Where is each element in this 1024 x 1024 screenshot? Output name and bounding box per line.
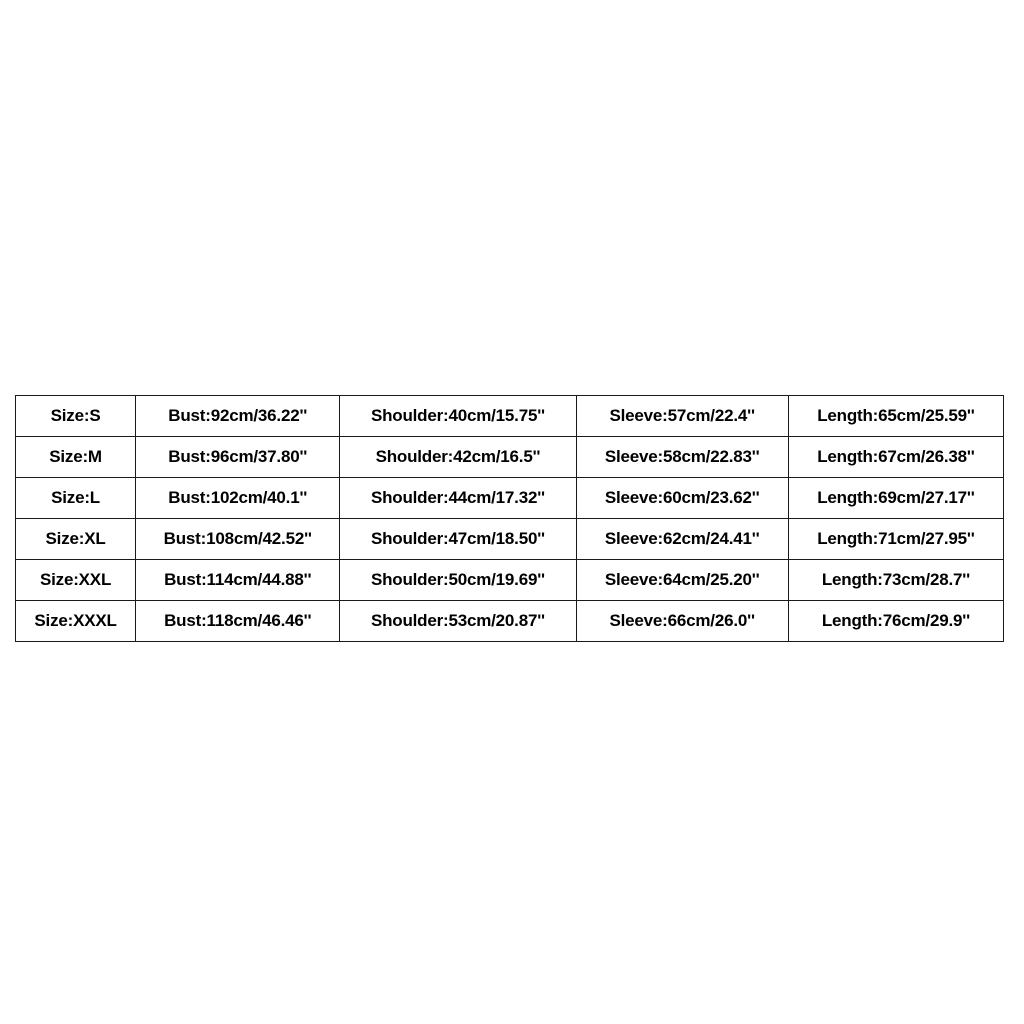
bust-cell: Bust:102cm/40.1'' <box>136 478 340 519</box>
length-cell: Length:65cm/25.59'' <box>788 396 1003 437</box>
sleeve-cell: Sleeve:58cm/22.83'' <box>576 437 788 478</box>
length-cell: Length:67cm/26.38'' <box>788 437 1003 478</box>
length-cell: Length:76cm/29.9'' <box>788 601 1003 642</box>
table-row <box>16 601 1004 642</box>
sleeve-cell: Sleeve:64cm/25.20'' <box>576 560 788 601</box>
table-row <box>16 519 1004 560</box>
shoulder-cell: Shoulder:40cm/15.75'' <box>340 396 576 437</box>
length-cell: Length:71cm/27.95'' <box>788 519 1003 560</box>
shoulder-cell: Shoulder:44cm/17.32'' <box>340 478 576 519</box>
table-row <box>16 437 1004 478</box>
size-cell: Size:S <box>16 396 136 437</box>
bust-cell: Bust:114cm/44.88'' <box>136 560 340 601</box>
bust-cell: Bust:118cm/46.46'' <box>136 601 340 642</box>
shoulder-cell: Shoulder:42cm/16.5'' <box>340 437 576 478</box>
size-cell: Size:XXXL <box>16 601 136 642</box>
table-row <box>16 478 1004 519</box>
bust-cell: Bust:92cm/36.22'' <box>136 396 340 437</box>
size-chart-table <box>15 395 1004 642</box>
bust-cell: Bust:108cm/42.52'' <box>136 519 340 560</box>
sleeve-cell: Sleeve:66cm/26.0'' <box>576 601 788 642</box>
size-cell: Size:M <box>16 437 136 478</box>
sleeve-cell: Sleeve:60cm/23.62'' <box>576 478 788 519</box>
size-cell: Size:XXL <box>16 560 136 601</box>
table-row <box>16 560 1004 601</box>
bust-cell: Bust:96cm/37.80'' <box>136 437 340 478</box>
shoulder-cell: Shoulder:53cm/20.87'' <box>340 601 576 642</box>
sleeve-cell: Sleeve:62cm/24.41'' <box>576 519 788 560</box>
table-row <box>16 396 1004 437</box>
length-cell: Length:73cm/28.7'' <box>788 560 1003 601</box>
length-cell: Length:69cm/27.17'' <box>788 478 1003 519</box>
sleeve-cell: Sleeve:57cm/22.4'' <box>576 396 788 437</box>
shoulder-cell: Shoulder:50cm/19.69'' <box>340 560 576 601</box>
shoulder-cell: Shoulder:47cm/18.50'' <box>340 519 576 560</box>
size-cell: Size:L <box>16 478 136 519</box>
size-cell: Size:XL <box>16 519 136 560</box>
